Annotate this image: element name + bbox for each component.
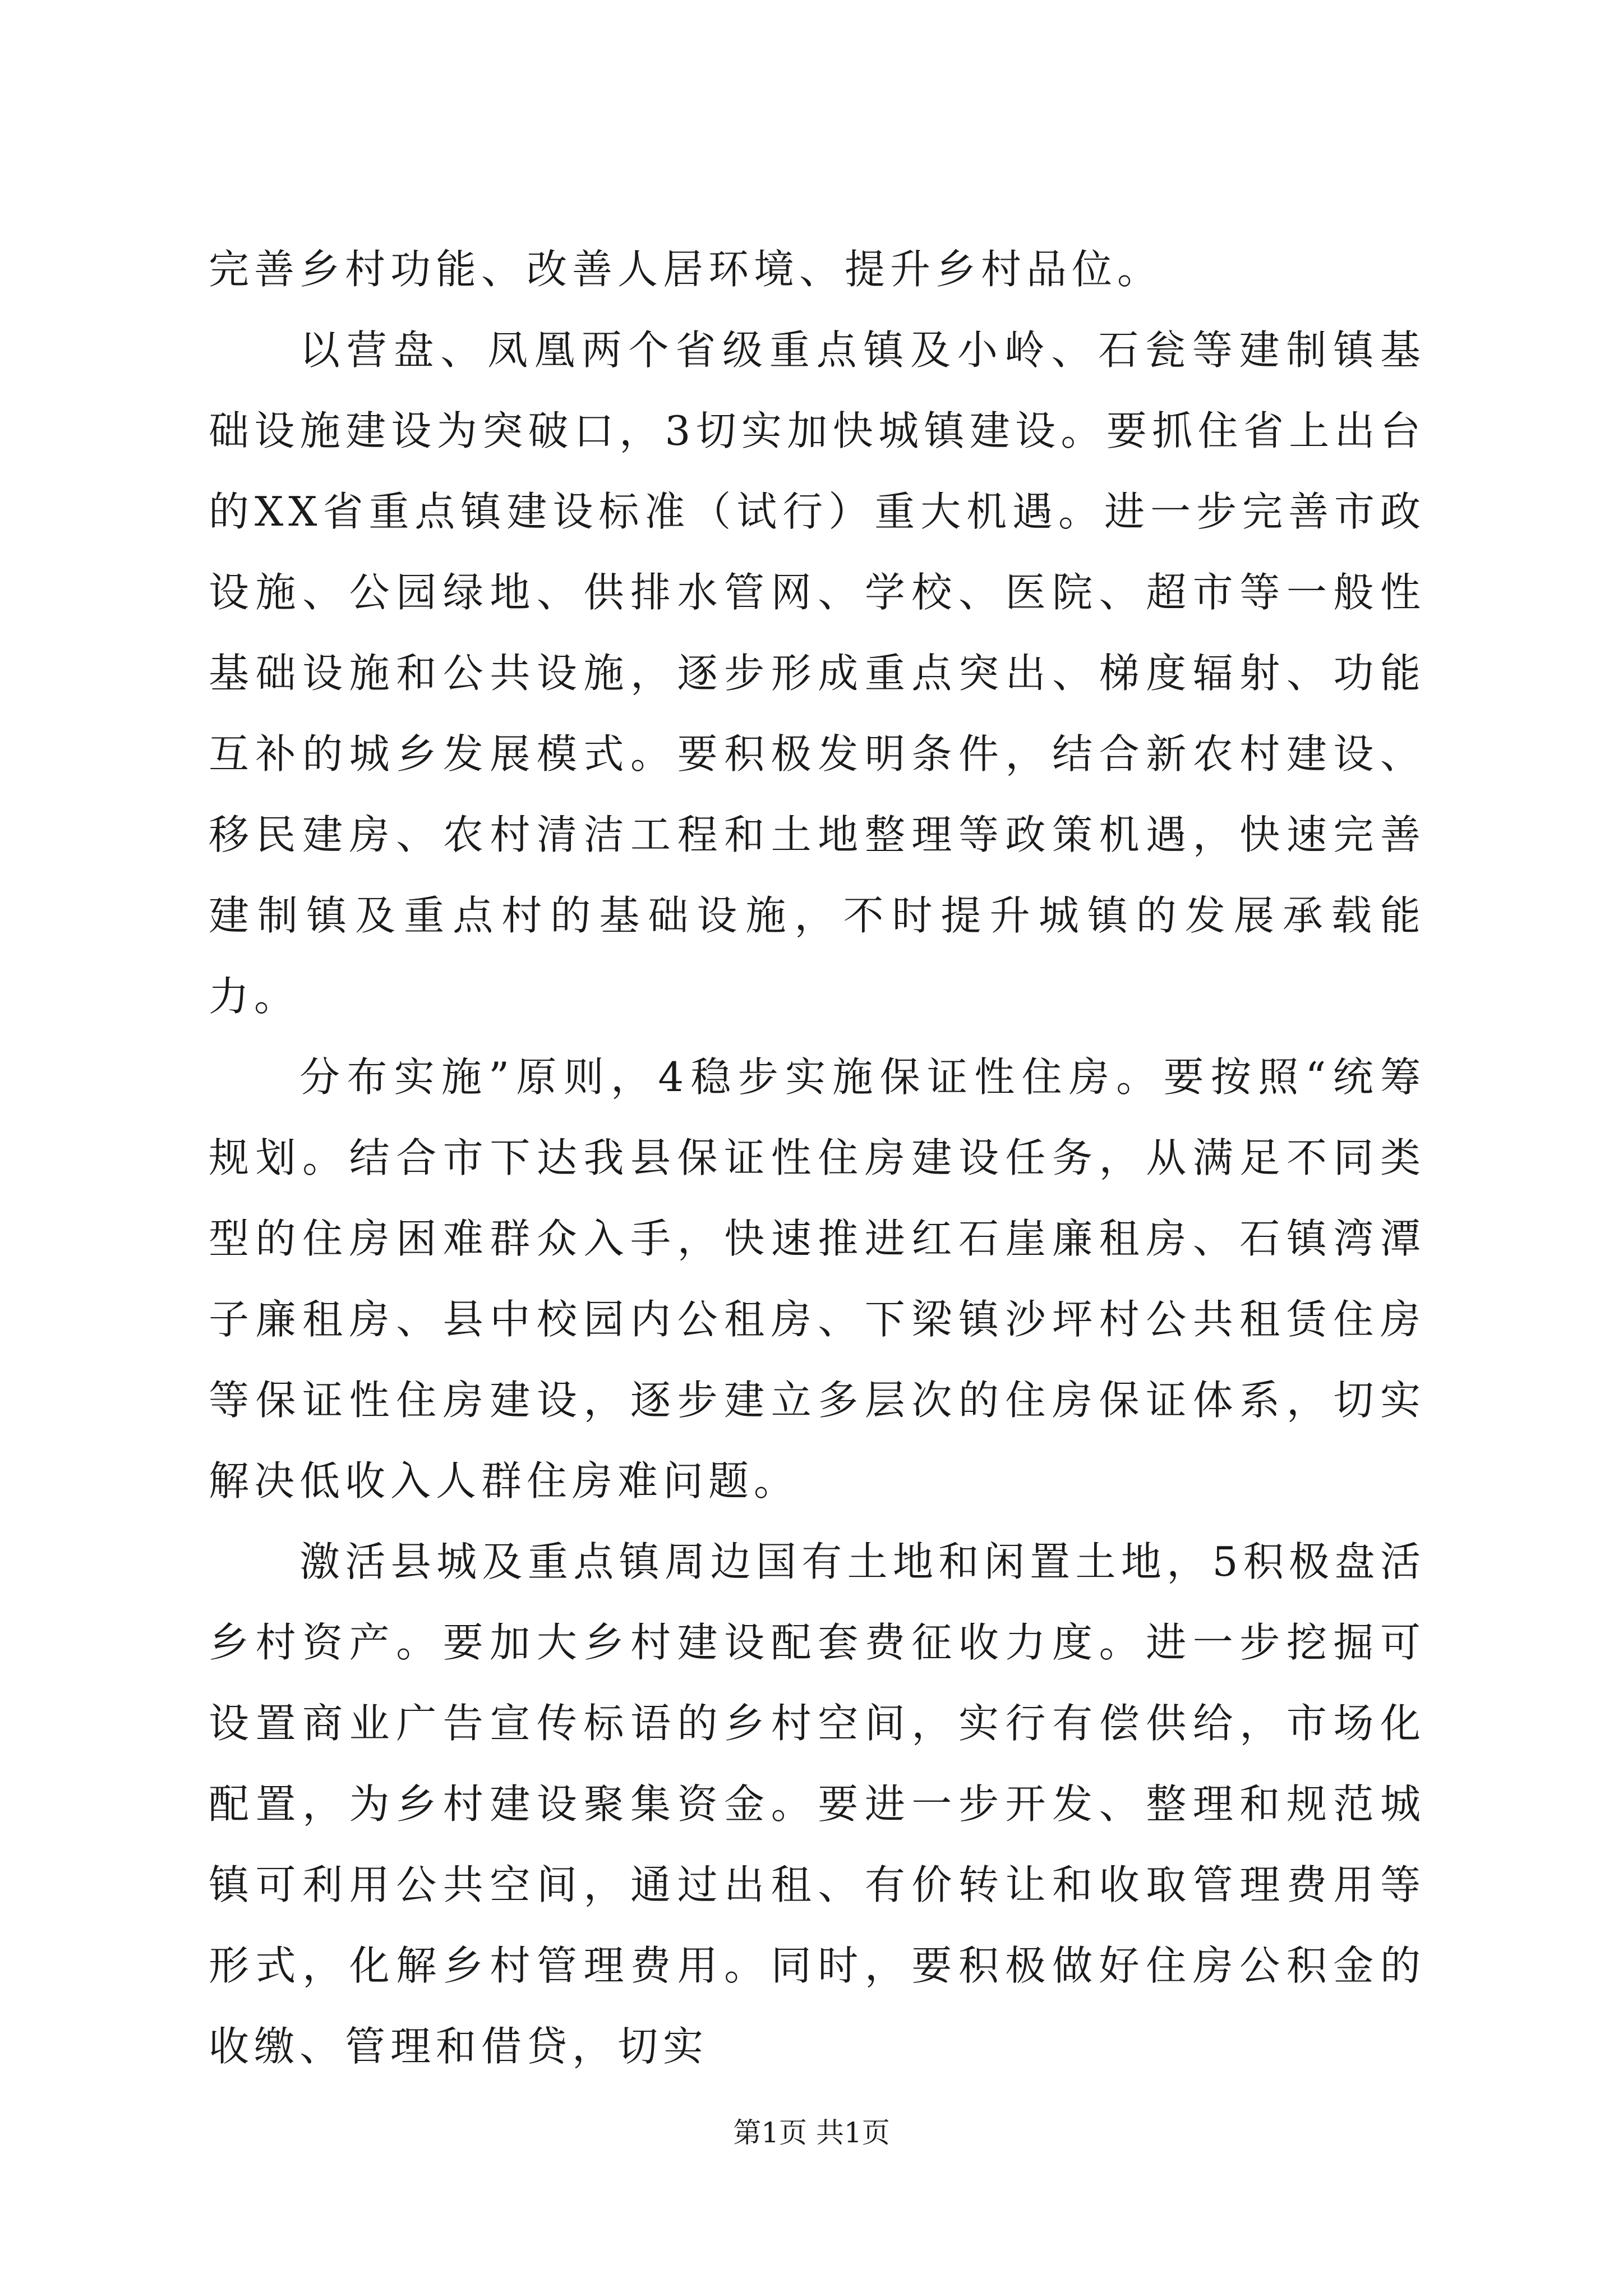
page-footer: 第1页 共1页 [733, 2116, 890, 2149]
paragraph-2: 以营盘、凤凰两个省级重点镇及小岭、石瓮等建制镇基础设施建设为突破口，3切实加快城镇建设。要抓住省上出台的XX省重点镇建设标准（试行）重大机遇。进一步完善市政设施、公园绿地、供排水管网、学校、医院、超市等一般性基础设施和公共设施，逐步形成重点突出、梯度辐射、功能互补的城乡发展模式。要积极发明条件，结合新农村建设、移民建房、农村清洁工程和土地整理等政策机遇，快速完善建制镇及重点村的基础设施，不时提升城镇的发展承载能力。 [209, 326, 1426, 1020]
paragraph-4: 激活县城及重点镇周边国有土地和闲置土地，5积极盘活乡村资产。要加大乡村建设配套费征收力度。进一步挖掘可设置商业广告宣传标语的乡村空间，实行有偿供给，市场化配置，为乡村建设聚集资金。要进一步开发、整理和规范城镇可利用公共空间，通过出租、有价转让和收取管理费用等形式，化解乡村管理费用。同时，要积极做好住房公积金的收缴、管理和借贷，切实 [209, 1538, 1426, 2070]
paragraph-1: 完善乡村功能、改善人居环境、提升乡村品位。 [209, 246, 1163, 293]
document-body [209, 229, 1426, 2087]
paragraph-3: 分布实施”原则，4稳步实施保证性住房。要按照“统筹规划。结合市下达我县保证性住房建设任务，从满足不同类型的住房困难群众入手，快速推进红石崖廉租房、石镇湾潭子廉租房、县中校园内公租房、下梁镇沙坪村公共租赁住房等保证性住房建设，逐步建立多层次的住房保证体系，切实解决低收入人群住房难问题。 [209, 1053, 1426, 1504]
